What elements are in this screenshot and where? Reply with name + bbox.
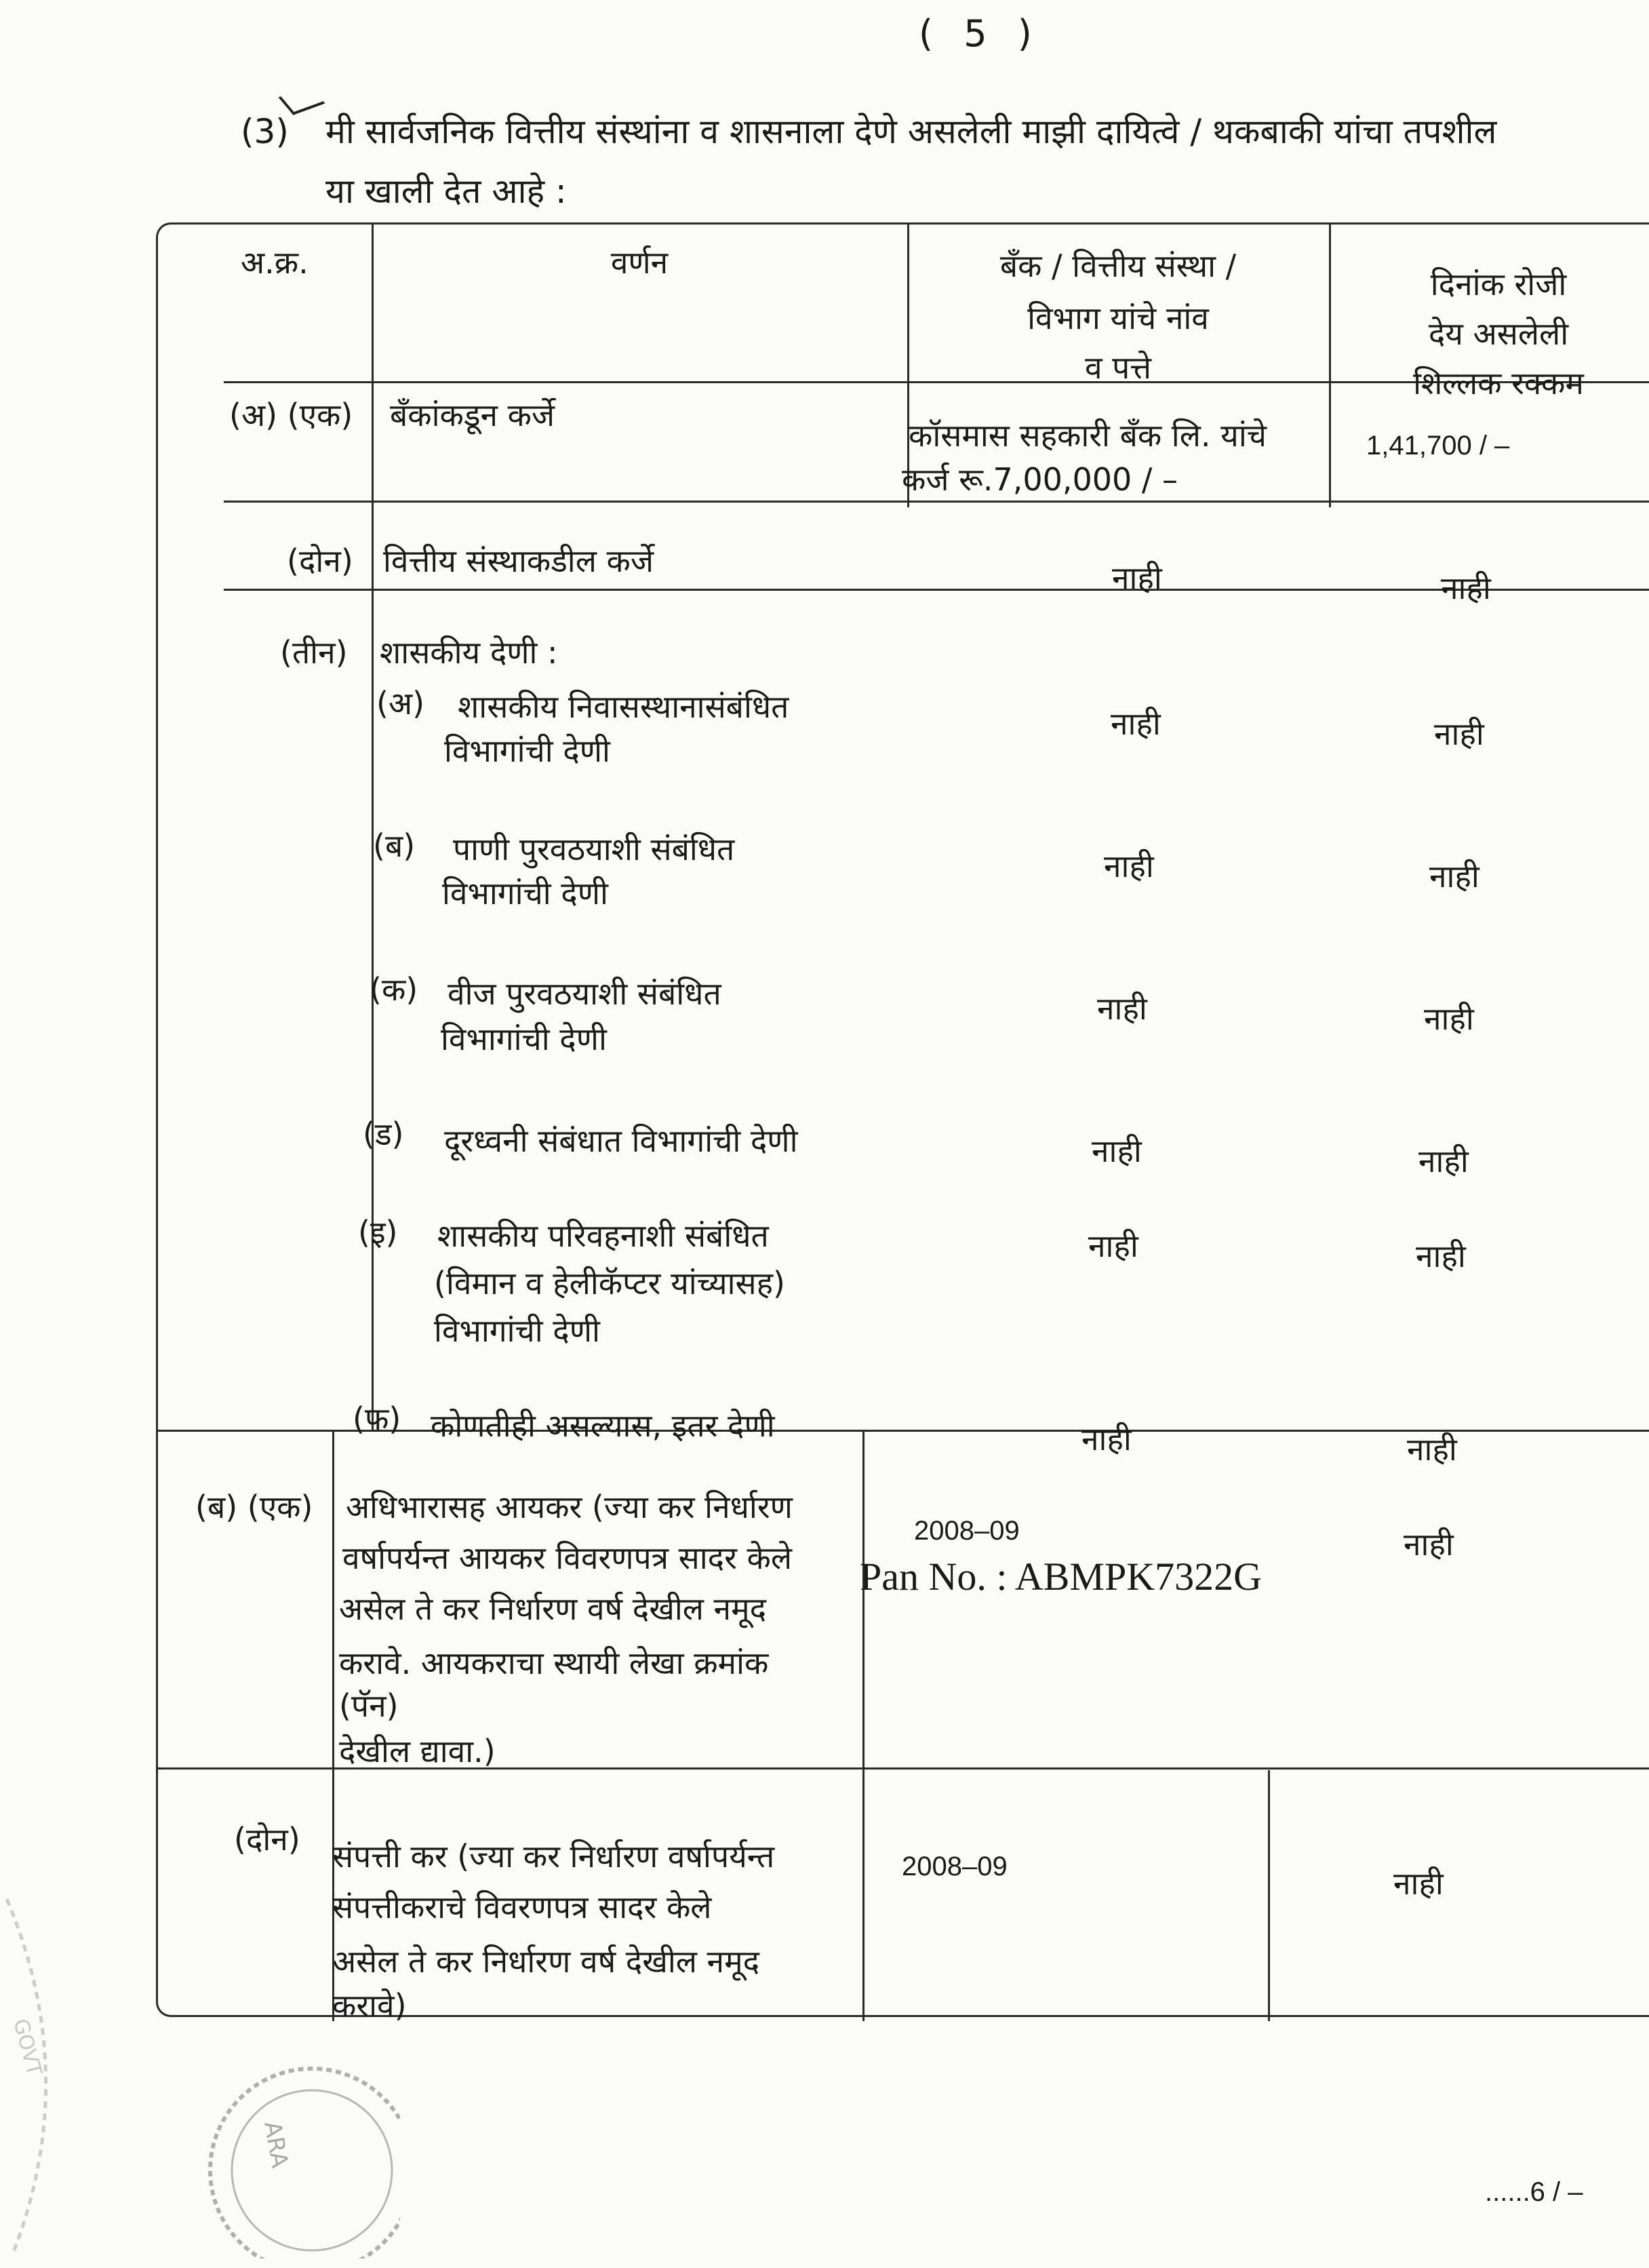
row-a3-item-d-line-1: दूरध्वनी संबंधात विभागांची देणी	[444, 1122, 798, 1159]
row-a1-bank-line-1: कॉसमास सहकारी बँक लि. यांचे	[909, 417, 1267, 454]
side-stamp-text: GOVT	[8, 2016, 47, 2079]
section-number: (3)	[241, 112, 289, 151]
row-a3-item-d-mark: (ड)	[363, 1116, 404, 1152]
header-amount-line-2: देय असलेली	[1428, 315, 1569, 352]
row-a1-bank-line-2: कर्ज रू.7,00,000 / –	[902, 461, 1178, 498]
page-number: ( 5 )	[919, 12, 1041, 55]
row-a1-desc: बँकांकडून कर्जे	[390, 397, 555, 433]
row-a3-item-d-bank: नाही	[1092, 1133, 1142, 1169]
header-bank-line-3: व पत्ते	[1084, 349, 1152, 386]
row-a3-item-f-bank: नाही	[1081, 1421, 1132, 1458]
row-a3-item-f-amount: नाही	[1407, 1431, 1457, 1468]
row-a3-item-a-mark: (अ)	[376, 685, 425, 722]
row-a3-item-b-amount: नाही	[1429, 858, 1479, 895]
header-bank-line-2: विभाग यांचे नांव	[1027, 300, 1209, 336]
row-b1-year: 2008–09	[914, 1516, 1020, 1546]
row-a2-amount: नाही	[1441, 570, 1491, 606]
row-a2-bank: नाही	[1112, 560, 1162, 596]
row-a3-item-a-bank: नाही	[1111, 705, 1161, 742]
row-b1-pan: Pan No. : ABMPK7322G	[860, 1555, 1262, 1599]
row-a3-item-a-line-2: विभागांची देणी	[444, 732, 610, 769]
row-b2-desc-line-3: असेल ते कर निर्धारण वर्ष देखील नमूद	[332, 1943, 760, 1980]
row-b1-desc-line-4: करावे. आयकराचा स्थायी लेखा क्रमांक	[339, 1645, 769, 1681]
row-b2-amount: नाही	[1393, 1865, 1444, 1902]
row-b2-desc-line-2: संपत्तीकराचे विवरणपत्र सादर केले	[332, 1889, 712, 1925]
row-a2-desc: वित्तीय संस्थाकडील कर्जे	[383, 543, 654, 579]
row-a3-item-e-line-3: विभागांची देणी	[434, 1312, 600, 1349]
row-a3-item-b-line-1: पाणी पुरवठयाशी संबंधित	[453, 831, 735, 867]
row-b1-sr: (ब) (एक)	[195, 1489, 313, 1525]
row-a3-desc: शासकीय देणी :	[380, 634, 558, 671]
row-a3-item-c-line-2: विभागांची देणी	[441, 1021, 607, 1057]
header-sr: अ.क्र.	[241, 244, 309, 281]
row-a3-item-a-line-1: शासकीय निवासस्थानासंबंधित	[458, 688, 789, 725]
row-a3-item-c-line-1: वीज पुरवठयाशी संबंधित	[448, 975, 721, 1012]
row-b2-year: 2008–09	[902, 1852, 1008, 1881]
continued-page-marker: ......6 / –	[1485, 2177, 1583, 2207]
official-seal-stamp	[170, 2028, 400, 2259]
intro-line-2: या खाली देत आहे :	[325, 172, 567, 211]
row-a3-item-e-line-1: शासकीय परिवहनाशी संबंधित	[437, 1217, 769, 1254]
header-amount-line-3: शिल्लक रक्कम	[1413, 365, 1584, 402]
row-a3-item-e-bank: नाही	[1088, 1228, 1138, 1264]
row-a3-item-b-bank: नाही	[1104, 848, 1154, 884]
row-a3-sr: (तीन)	[280, 634, 348, 671]
row-b1-desc-line-2: वर्षापर्यन्त आयकर विवरणपत्र सादर केले	[342, 1540, 793, 1576]
row-a3-item-e-line-2: (विमान व हेलीकॅप्टर यांच्यासह)	[434, 1265, 785, 1302]
row-a3-item-c-bank: नाही	[1097, 990, 1147, 1027]
row-a3-item-b-mark: (ब)	[373, 827, 416, 864]
row-a3-item-f-line-1: कोणतीही असल्यास, इतर देणी	[431, 1407, 775, 1444]
row-a3-item-b-line-2: विभागांची देणी	[442, 875, 608, 912]
row-a3-item-c-amount: नाही	[1424, 1000, 1474, 1037]
row-b2-desc-line-1: संपत्ती कर (ज्या कर निर्धारण वर्षापर्यन्त	[332, 1838, 775, 1875]
row-a3-item-a-amount: नाही	[1434, 716, 1484, 752]
row-b1-amount: नाही	[1404, 1526, 1454, 1563]
row-a3-item-e-mark: (इ)	[358, 1214, 398, 1251]
row-a3-item-f-mark: (फ)	[353, 1401, 401, 1437]
row-b2-sr: (दोन)	[234, 1821, 300, 1858]
row-a3-item-d-amount: नाही	[1418, 1143, 1469, 1179]
row-b1-desc-line-3: असेल ते कर निर्धारण वर्ष देखील नमूद	[339, 1590, 767, 1627]
row-b2-desc-line-4: करावे)	[332, 1987, 407, 2024]
intro-line-1: मी सार्वजनिक वित्तीय संस्थांना व शासनाला देणे असलेली माझी दायित्वे / थकबाकी यांचा तपशील	[325, 112, 1497, 151]
row-a1-sr: (अ) (एक)	[229, 397, 353, 433]
header-amount-line-1: दिनांक रोजी	[1430, 266, 1567, 302]
row-a2-sr: (दोन)	[287, 543, 353, 579]
row-b1-desc-line-1: अधिभारासह आयकर (ज्या कर निर्धारण	[346, 1489, 793, 1525]
seal-text: ARA	[258, 2119, 294, 2170]
header-bank-line-1: बँक / वित्तीय संस्था /	[999, 248, 1237, 284]
header-description: वर्णन	[610, 244, 669, 281]
row-a3-item-e-amount: नाही	[1416, 1238, 1466, 1274]
row-a1-amount: 1,41,700 / –	[1366, 431, 1510, 461]
side-stamp	[0, 1885, 115, 2265]
row-b1-desc-line-6: देखील द्यावा.)	[339, 1733, 496, 1770]
row-a3-item-c-mark: (क)	[370, 971, 418, 1008]
row-b1-desc-line-5: (पॅन)	[339, 1687, 399, 1724]
